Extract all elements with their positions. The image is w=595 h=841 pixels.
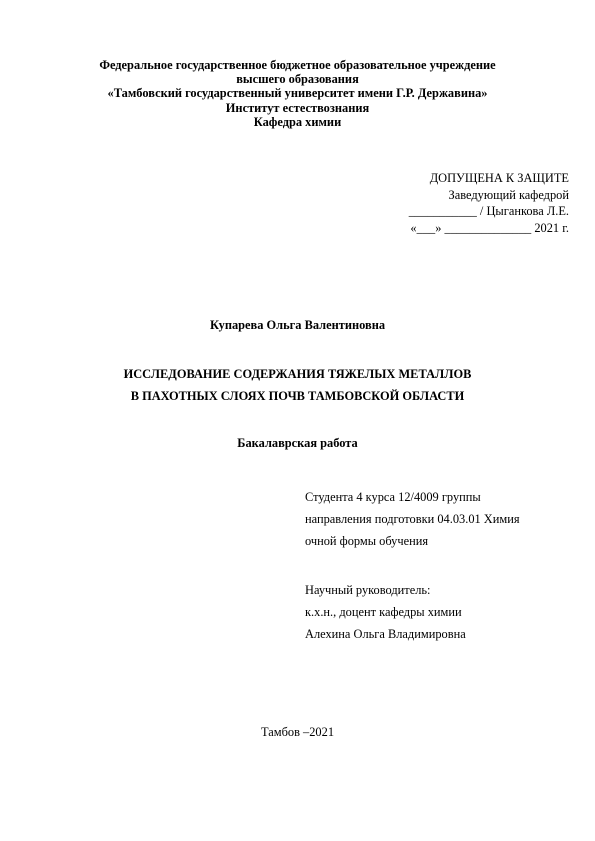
approval-block [409, 171, 569, 235]
student-info [305, 486, 520, 552]
student-info-study-form: очной формы обучения [305, 534, 429, 548]
supervisor-name: Алехина Ольга Владимировна [305, 627, 466, 641]
header-line-university: «Тамбовский государственный университет имени Г.Р. Державина» [107, 86, 488, 101]
thesis-title [0, 363, 595, 407]
supervisor-title: к.х.н., доцент кафедры химии [305, 605, 462, 619]
approval-date-line: «___» ______________ 2021 г. [410, 220, 569, 235]
approval-title: ДОПУЩЕНА К ЗАЩИТЕ [429, 171, 569, 185]
student-info-program: направления подготовки 04.03.01 Химия [305, 512, 520, 526]
work-type: Бакалаврская работа [237, 436, 358, 450]
supervisor-label: Научный руководитель: [305, 583, 431, 597]
approval-signature-line: ___________ / Цыганкова Л.Е. [408, 204, 569, 219]
header-line-institute: Институт естествознания [225, 100, 370, 115]
city-year-footer: Тамбов –2021 [260, 725, 335, 739]
author-name: Купарева Ольга Валентиновна [209, 318, 386, 332]
thesis-title-line-2: В ПАХОТНЫХ СЛОЯХ ПОЧВ ТАМБОВСКОЙ ОБЛАСТИ [130, 389, 465, 403]
supervisor-info [305, 579, 466, 645]
header-line-ministry: Федеральное государственное бюджетное образовательное учреждение [99, 58, 496, 72]
thesis-title-line-1: ИССЛЕДОВАНИЕ СОДЕРЖАНИЯ ТЯЖЕЛЫХ МЕТАЛЛОВ [123, 367, 472, 381]
institution-header [0, 58, 595, 129]
header-line-education-level: высшего образования [236, 72, 359, 87]
approval-position: Заведующий кафедрой [448, 188, 569, 203]
student-info-course: Студента 4 курса 12/4009 группы [305, 490, 481, 504]
header-line-department: Кафедра химии [253, 114, 342, 129]
